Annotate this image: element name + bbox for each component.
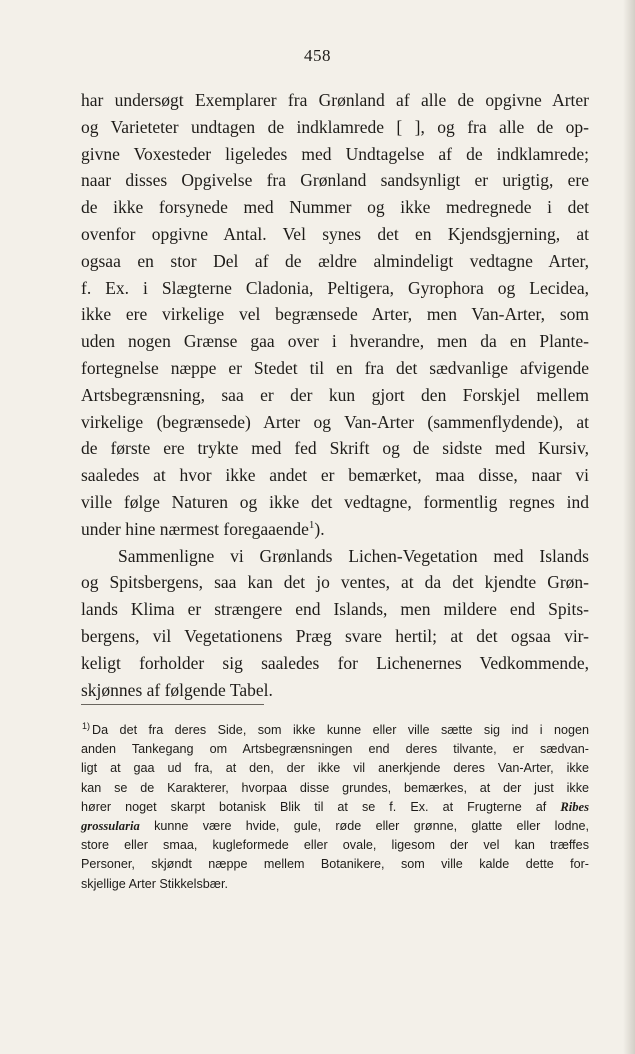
text-line: de første ere trykte med fed Skrift og de sidste med Kursiv, xyxy=(81,438,589,459)
text-line: Artsbegrænsning, saa er der kun gjort den Forskjel mellem xyxy=(81,384,589,405)
text-line: har undersøgt Exemplarer fra Grønland af alle de opgivne Arter xyxy=(81,90,589,110)
text-line: og Spitsbergens, saa kan det jo ventes, at da det kjendte Grøn- xyxy=(81,572,589,593)
page-edge-shadow xyxy=(623,0,635,1054)
text-line: de ikke forsynede med Nummer og ikke medregnede i det xyxy=(81,197,589,218)
species-name-italic: Ribes xyxy=(560,799,589,814)
text-line: skjønnes af følgende Tabel. xyxy=(81,679,273,700)
species-name-italic: grossularia xyxy=(81,818,140,833)
page-number: 458 xyxy=(304,46,331,65)
footnote-line-with-italic xyxy=(81,798,589,817)
text-fragment: ). xyxy=(314,518,325,539)
footnote-marker: 1) xyxy=(82,720,91,731)
footnote xyxy=(81,721,589,894)
text-line: virkelige (begrænsede) Arter og Van-Arter (sammenflydende), at xyxy=(81,411,589,432)
footnote-line: Personer, skjøndt næppe mellem Botanikere, som ville kalde dette for- xyxy=(81,857,589,872)
footnote-reference: 1 xyxy=(308,518,315,531)
footnote-divider xyxy=(81,704,264,705)
text-line: bergens, vil Vegetationens Præg svare hertil; at det ogsaa vir- xyxy=(81,625,589,646)
text-line: uden nogen Grænse gaa over i hverandre, men da en Plante- xyxy=(81,331,589,352)
footnote-line-with-italic xyxy=(81,817,589,836)
text-line: saaledes at hvor ikke andet er bemærket, maa disse, naar vi xyxy=(81,465,589,486)
text-line: fortegnelse næppe er Stedet til en fra det sædvanlige afvigende xyxy=(81,357,589,378)
footnote-line: anden Tankegang om Artsbegrænsningen end deres tilvante, er sædvan- xyxy=(81,742,589,757)
text-line: lands Klima er strængere end Islands, men mildere end Spits- xyxy=(81,599,589,620)
text-line: og Varieteter undtagen de indklamrede [ ], og fra alle de op- xyxy=(81,116,589,137)
footnote-text: kunne være hvide, gule, røde eller grønne, glatte eller lodne, xyxy=(139,818,589,833)
footnote-line: kan se de Karakterer, hvorpaa disse grundes, bemærkes, at der just ikke xyxy=(81,780,589,795)
footnote-line: skjellige Arter Stikkelsbær. xyxy=(81,876,228,891)
text-fragment: under hine nærmest foregaaende xyxy=(81,518,309,539)
text-line: ogsaa en stor Del af de ældre almindeligt vedtagne Arter, xyxy=(81,250,589,271)
text-line: ville følge Naturen og ikke det vedtagne, formentlig regnes ind xyxy=(81,491,589,512)
text-line: keligt forholder sig saaledes for Lichenernes Vedkommende, xyxy=(81,652,589,673)
text-line: f. Ex. i Slægterne Cladonia, Peltigera, Gyrophora og Lecidea, xyxy=(81,277,589,298)
text-line-with-footnote-ref xyxy=(81,516,589,543)
footnote-line: ligt at gaa ud fra, at den, der ikke vil anerkjende deres Van-Arter, ikke xyxy=(81,761,589,776)
text-line: naar disses Opgivelse fra Grønland sandsynligt er urigtig, ere xyxy=(81,170,589,191)
text-line: ovenfor opgivne Antal. Vel synes det en Kjendsgjerning, at xyxy=(81,223,589,244)
footnote-line: store eller smaa, kugleformede eller ovale, ligesom der vel kan træffes xyxy=(81,838,589,853)
text-line: ikke ere virkelige vel begrænsede Arter, men Van-Arter, som xyxy=(81,304,589,325)
footnote-text: Da det fra deres Side, som ikke kunne eller ville sætte sig ind i nogen xyxy=(92,723,589,737)
footnote-line xyxy=(81,721,589,740)
body-text xyxy=(81,87,589,703)
paragraph-first-line: Sammenligne vi Grønlands Lichen-Vegetation med Islands xyxy=(118,545,589,566)
footnote-text: hører noget skarpt botanisk Blik til at se f. Ex. at Frugterne af xyxy=(81,799,547,814)
text-line: givne Voxesteder ligeledes med Undtagelse af de indklamrede; xyxy=(81,143,589,164)
